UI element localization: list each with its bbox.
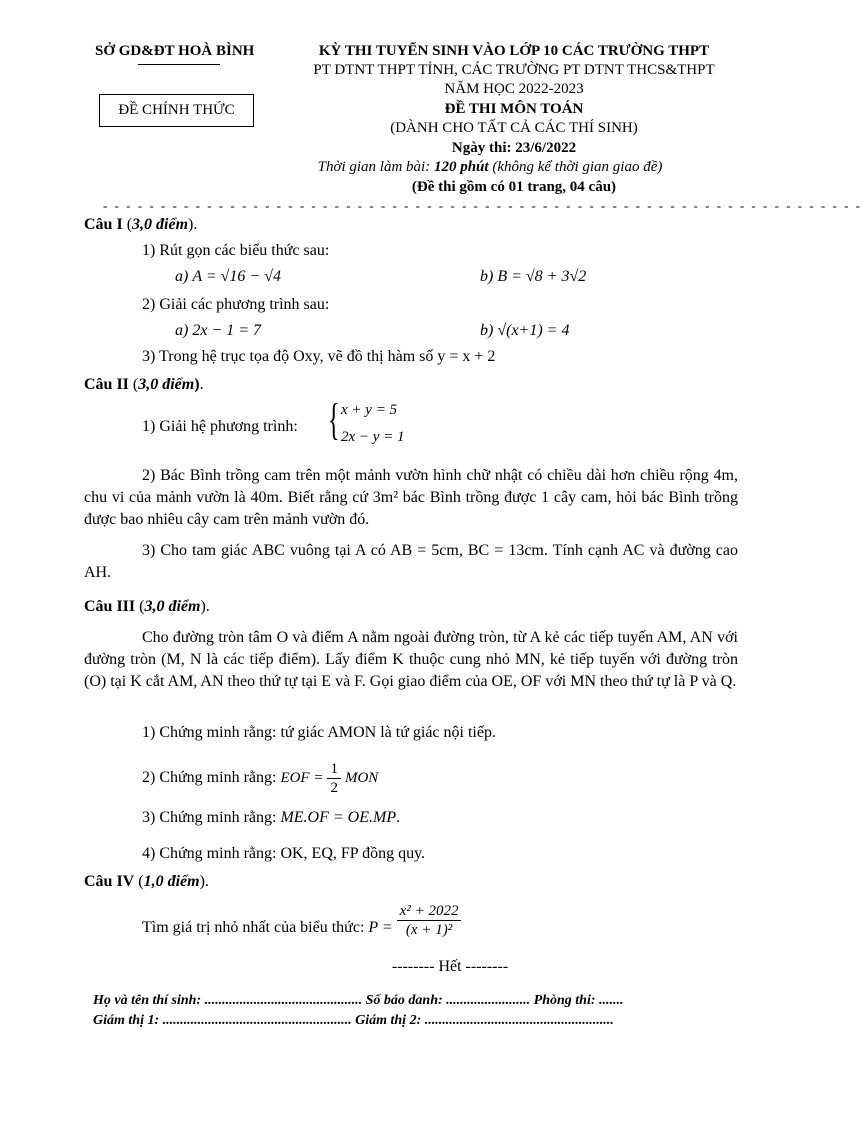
exam-title-line3: NĂM HỌC 2022-2023 (444, 81, 584, 97)
q1-part1: 1) Rút gọn các biểu thức sau: (142, 242, 330, 259)
time-duration: 120 phút (433, 159, 489, 175)
official-stamp-box (99, 94, 254, 127)
q4-numerator: x² + 2022 (397, 902, 462, 921)
q1-part1b-expr: B = √8 + 3√2 (497, 268, 587, 285)
q1-part2b-expr: √(x+1) = 4 (497, 322, 570, 339)
q1-part3: 3) Trong hệ trục tọa độ Oxy, vẽ đồ thị hàm số y = x + 2 (142, 348, 496, 365)
q3-intro: Cho đường tròn tâm O và điểm A nằm ngoài đường tròn, từ A kẻ các tiếp tuyến AM, AN với đường tròn (M, N là các tiếp điểm). Lấy điểm K thuộc cung nhỏ MN, kẻ tiếp tuyến với đường tròn (O) tại K cắt AM, AN theo thứ tự tại E và F. Gọi giao điểm của OE, OF với MN theo thứ tự là P và Q. (84, 629, 738, 690)
q4-denominator: (x + 1)² (405, 922, 453, 938)
system-eq2: 2x − y = 1 (341, 429, 405, 445)
q3-part2-text: 2) Chứng minh rằng: (142, 769, 277, 787)
exam-date: Ngày thi: 23/6/2022 (451, 140, 577, 156)
q4-heading: Câu IV (1,0 điểm). (84, 873, 209, 890)
q1-points: 3,0 điểm (132, 216, 189, 233)
time-prefix: Thời gian làm bài: (317, 159, 434, 175)
q1-part2a-expr: 2x − 1 = 7 (192, 322, 262, 339)
q3-part3-text: 3) Chứng minh rằng: (142, 809, 277, 826)
q3-part2 (142, 760, 378, 797)
system-brace: { (328, 395, 340, 444)
q4-points: 1,0 điểm (143, 873, 200, 890)
pages-info: (Đề thi gồm có 01 trang, 04 câu) (411, 179, 617, 195)
q3-heading: Câu III (3,0 điểm). (84, 598, 210, 615)
q1-part1a-expr: A = √16 − √4 (192, 268, 281, 285)
q4-text: Tìm giá trị nhỏ nhất của biểu thức: (142, 919, 365, 937)
q2-part1: 1) Giải hệ phương trình: (142, 418, 298, 435)
audience-line: (DÀNH CHO TẤT CẢ CÁC THÍ SINH) (390, 120, 638, 136)
q4-label: Câu IV (84, 873, 135, 890)
q1-heading: Câu I (3,0 điểm). (84, 216, 198, 233)
q3-part3-end: . (396, 809, 401, 826)
q1-part2a (175, 322, 261, 340)
q1-part2b-label: b) (480, 322, 494, 339)
candidate-info-line: Họ và tên thí sinh: ............................................. Số báo danh: ........................ Phòng thi: ....... (93, 993, 624, 1008)
q1-part2a-label: a) (175, 322, 189, 339)
q1-part1a (175, 268, 281, 286)
q1-part1b (480, 268, 586, 286)
q2-points: 3,0 điểm (138, 376, 195, 393)
q1-part1b-label: b) (480, 268, 494, 285)
fraction-denominator: 2 (330, 780, 338, 796)
q1-part2b (480, 322, 569, 340)
q3-part3-expr: ME.OF = OE.MP (280, 809, 397, 826)
official-label: ĐỀ CHÍNH THỨC (118, 102, 235, 118)
q2-part2: 2) Bác Bình trồng cam trên một mảnh vườn hình chữ nhật có chiều dài hơn chiều rộng 4m, chu vi của mảnh vườn là 40m. Biết rằng cứ 3m² bác Bình trồng được 1 cây cam, hỏi bác Bình trồng được bao nhiêu cây cam trên mảnh vườn đó. (84, 467, 738, 528)
supervisor-line: Giám thị 1: ...................................................... Giám thị 2: ...................................................... (93, 1013, 614, 1028)
q3-part4: 4) Chứng minh rằng: OK, EQ, FP đồng quy. (142, 845, 426, 862)
q1-part2: 2) Giải các phương trình sau: (142, 296, 330, 313)
q3-part1: 1) Chứng minh rằng: tứ giác AMON là tứ giác nội tiếp. (142, 724, 496, 741)
q3-part2-fraction (327, 760, 341, 797)
q3-part2-lhs: EOF = (280, 770, 324, 787)
time-line (270, 159, 710, 176)
q1-label: Câu I (84, 216, 123, 233)
exam-title-line2: PT DTNT THPT TỈNH, CÁC TRƯỜNG PT DTNT THCS&THPT (313, 62, 715, 78)
q2-part3: 3) Cho tam giác ABC vuông tại A có AB = 5cm, BC = 13cm. Tính cạnh AC và đường cao AH. (84, 542, 738, 581)
end-marker: -------- Hết -------- (391, 958, 509, 975)
q3-points: 3,0 điểm (144, 598, 201, 615)
department-underline (138, 64, 220, 65)
time-suffix: (không kể thời gian giao đề) (488, 159, 663, 175)
q4-fraction (397, 902, 462, 939)
separator-line: - - - - - - - - - - - - - - - - - - - - - - - - - - - - - - - - - - - - - - - - - - - - - - - - - - - - - - - - - - - - - - - - - - (103, 198, 862, 213)
q3-label: Câu III (84, 598, 136, 615)
department-name: SỞ GD&ĐT HOÀ BÌNH (95, 43, 255, 59)
q4-lhs: P = (368, 919, 393, 937)
q3-part3 (142, 809, 400, 827)
q2-label: Câu II (84, 376, 129, 393)
q2-heading: Câu II (3,0 điểm). (84, 376, 204, 393)
subject-title: ĐỀ THI MÔN TOÁN (444, 101, 584, 117)
q3-part2-rhs: MON (344, 770, 379, 787)
q4-body (142, 902, 461, 939)
exam-title-line1: KỲ THI TUYỂN SINH VÀO LỚP 10 CÁC TRƯỜNG THPT (318, 43, 710, 59)
system-eq1: x + y = 5 (341, 402, 398, 418)
fraction-numerator: 1 (327, 760, 341, 779)
q1-part1a-label: a) (175, 268, 189, 285)
